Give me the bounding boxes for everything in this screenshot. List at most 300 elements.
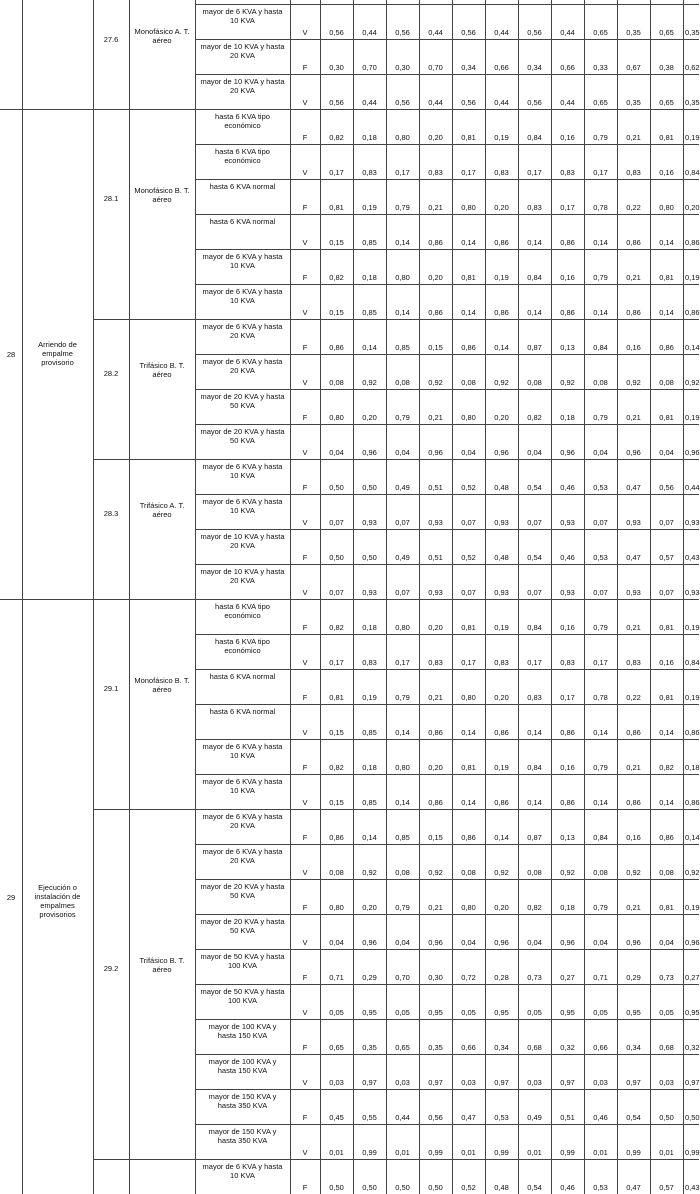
row-description: mayor de 10 KVA y hasta 20 KVA bbox=[200, 42, 285, 60]
row-value: 0,86 bbox=[560, 308, 575, 317]
row-value: 0,79 bbox=[593, 133, 608, 142]
row-value: 0,73 bbox=[659, 973, 674, 982]
row-value: 0,07 bbox=[527, 518, 542, 527]
sub-code: 29.2 bbox=[103, 964, 119, 973]
row-value: 0,92 bbox=[560, 378, 575, 387]
sub-code: 27.6 bbox=[103, 34, 119, 44]
row-value: 0,30 bbox=[428, 973, 443, 982]
row-value: 0,86 bbox=[659, 343, 674, 352]
row-value: 0,08 bbox=[461, 378, 476, 387]
row-value: 0,14 bbox=[395, 728, 410, 737]
row-description: mayor de 20 KVA y hasta 50 KVA bbox=[200, 882, 285, 900]
row-value: 0,65 bbox=[395, 1043, 410, 1052]
row-value: 0,99 bbox=[626, 1148, 641, 1157]
grid-line bbox=[195, 564, 699, 565]
row-value: 0,81 bbox=[461, 763, 476, 772]
row-value: 0,49 bbox=[395, 553, 410, 562]
row-value: 0,66 bbox=[560, 63, 575, 72]
row-value: 0,83 bbox=[626, 168, 641, 177]
row-value: 0,51 bbox=[428, 483, 443, 492]
row-description: mayor de 10 KVA y hasta 20 KVA bbox=[200, 77, 285, 95]
row-value: 0,17 bbox=[395, 658, 410, 667]
row-value: 0,52 bbox=[461, 553, 476, 562]
row-value: 0,04 bbox=[461, 938, 476, 947]
row-description: mayor de 6 KVA y hasta 10 KVA bbox=[202, 287, 283, 305]
grid-line bbox=[195, 1054, 699, 1055]
row-value: 0,14 bbox=[461, 238, 476, 247]
sub-label: Monofásico B. T. aéreo bbox=[134, 676, 190, 694]
row-value: 0,51 bbox=[428, 553, 443, 562]
row-value: 0,14 bbox=[685, 833, 700, 842]
row-type: F bbox=[302, 623, 308, 632]
row-value: 0,71 bbox=[593, 973, 608, 982]
row-value: 0,05 bbox=[593, 1008, 608, 1017]
row-value: 0,85 bbox=[362, 728, 377, 737]
grid-line bbox=[195, 984, 699, 985]
row-value: 0,93 bbox=[685, 588, 700, 597]
row-value: 0,04 bbox=[395, 938, 410, 947]
row-value: 0,96 bbox=[494, 938, 509, 947]
row-value: 0,14 bbox=[593, 728, 608, 737]
row-value: 0,55 bbox=[362, 1113, 377, 1122]
row-value: 0,17 bbox=[329, 658, 344, 667]
row-value: 0,15 bbox=[329, 728, 344, 737]
row-type: F bbox=[302, 1043, 308, 1052]
row-value: 0,07 bbox=[329, 588, 344, 597]
row-value: 0,79 bbox=[593, 413, 608, 422]
row-value: 0,18 bbox=[362, 273, 377, 282]
row-value: 0,01 bbox=[527, 1148, 542, 1157]
grid-line bbox=[584, 0, 585, 1194]
grid-line bbox=[195, 1019, 699, 1020]
row-value: 0,48 bbox=[494, 1183, 509, 1192]
row-value: 0,21 bbox=[428, 693, 443, 702]
row-type: V bbox=[302, 1078, 308, 1087]
row-value: 0,18 bbox=[560, 413, 575, 422]
grid-line bbox=[195, 39, 699, 40]
sub-code: 28.3 bbox=[103, 509, 119, 518]
row-value: 0,86 bbox=[428, 238, 443, 247]
row-value: 0,14 bbox=[461, 728, 476, 737]
row-value: 0,14 bbox=[593, 238, 608, 247]
row-value: 0,04 bbox=[461, 448, 476, 457]
row-value: 0,83 bbox=[626, 658, 641, 667]
row-value: 0,46 bbox=[560, 483, 575, 492]
row-value: 0,96 bbox=[560, 938, 575, 947]
row-value: 0,87 bbox=[527, 833, 542, 842]
row-value: 0,96 bbox=[362, 938, 377, 947]
grid-line bbox=[551, 0, 552, 1194]
row-value: 0,33 bbox=[593, 63, 608, 72]
row-value: 0,17 bbox=[527, 658, 542, 667]
row-value: 0,04 bbox=[395, 448, 410, 457]
row-value: 0,54 bbox=[527, 1183, 542, 1192]
row-value: 0,87 bbox=[527, 343, 542, 352]
row-value: 0,93 bbox=[494, 588, 509, 597]
row-value: 0,86 bbox=[685, 238, 700, 247]
row-type: V bbox=[302, 868, 308, 877]
row-value: 0,83 bbox=[527, 693, 542, 702]
row-value: 0,99 bbox=[362, 1148, 377, 1157]
row-value: 0,04 bbox=[659, 938, 674, 947]
row-value: 0,99 bbox=[428, 1148, 443, 1157]
row-value: 0,27 bbox=[685, 973, 700, 982]
row-value: 0,86 bbox=[329, 833, 344, 842]
row-value: 0,14 bbox=[685, 343, 700, 352]
row-value: 0,57 bbox=[659, 1183, 674, 1192]
row-value: 0,21 bbox=[428, 413, 443, 422]
row-value: 0,96 bbox=[626, 938, 641, 947]
row-value: 0,16 bbox=[626, 833, 641, 842]
row-value: 0,52 bbox=[461, 1183, 476, 1192]
row-value: 0,79 bbox=[593, 903, 608, 912]
row-value: 0,86 bbox=[428, 798, 443, 807]
row-value: 0,99 bbox=[560, 1148, 575, 1157]
row-value: 0,20 bbox=[685, 203, 700, 212]
row-value: 0,80 bbox=[395, 273, 410, 282]
row-value: 0,04 bbox=[659, 448, 674, 457]
row-value: 0,32 bbox=[685, 1043, 700, 1052]
row-value: 0,82 bbox=[329, 623, 344, 632]
sub-label: Monofásico B. T. aéreo bbox=[134, 186, 190, 204]
row-value: 0,19 bbox=[362, 203, 377, 212]
row-type: F bbox=[302, 203, 308, 212]
row-value: 0,86 bbox=[461, 833, 476, 842]
row-value: 0,95 bbox=[494, 1008, 509, 1017]
sub-code: 29.1 bbox=[103, 684, 119, 693]
row-type: V bbox=[302, 588, 308, 597]
row-type: V bbox=[302, 1008, 308, 1017]
row-value: 0,14 bbox=[527, 728, 542, 737]
grid-line bbox=[195, 774, 699, 775]
row-value: 0,14 bbox=[593, 798, 608, 807]
row-value: 0,93 bbox=[560, 518, 575, 527]
row-value: 0,56 bbox=[527, 98, 542, 107]
grid-line bbox=[195, 389, 699, 390]
row-value: 0,72 bbox=[461, 973, 476, 982]
row-value: 0,81 bbox=[659, 693, 674, 702]
row-value: 0,85 bbox=[362, 308, 377, 317]
row-value: 0,93 bbox=[362, 588, 377, 597]
row-value: 0,14 bbox=[362, 343, 377, 352]
row-value: 0,81 bbox=[659, 623, 674, 632]
row-value: 0,15 bbox=[329, 238, 344, 247]
row-value: 0,34 bbox=[527, 63, 542, 72]
grid-line bbox=[353, 0, 354, 1194]
row-value: 0,56 bbox=[461, 98, 476, 107]
row-value: 0,07 bbox=[659, 518, 674, 527]
row-type: F bbox=[302, 483, 308, 492]
row-value: 0,67 bbox=[626, 63, 641, 72]
row-value: 0,03 bbox=[329, 1078, 344, 1087]
row-value: 0,96 bbox=[685, 938, 700, 947]
row-value: 0,20 bbox=[428, 623, 443, 632]
row-value: 0,47 bbox=[626, 1183, 641, 1192]
row-value: 0,18 bbox=[560, 903, 575, 912]
group-number: 29 bbox=[6, 892, 16, 902]
row-value: 0,56 bbox=[329, 28, 344, 37]
row-type: V bbox=[302, 98, 308, 107]
row-value: 0,30 bbox=[329, 63, 344, 72]
row-value: 0,82 bbox=[329, 763, 344, 772]
row-value: 0,84 bbox=[685, 168, 700, 177]
row-type: F bbox=[302, 903, 308, 912]
grid-line bbox=[290, 0, 291, 1194]
row-value: 0,15 bbox=[329, 798, 344, 807]
row-type: F bbox=[302, 833, 308, 842]
row-value: 0,65 bbox=[329, 1043, 344, 1052]
row-value: 0,29 bbox=[626, 973, 641, 982]
row-type: F bbox=[302, 343, 308, 352]
row-description: hasta 6 KVA normal bbox=[209, 707, 276, 716]
row-value: 0,20 bbox=[428, 133, 443, 142]
row-value: 0,50 bbox=[362, 483, 377, 492]
row-description: mayor de 6 KVA y hasta 20 KVA bbox=[202, 357, 283, 375]
row-value: 0,82 bbox=[329, 273, 344, 282]
row-value: 0,17 bbox=[527, 168, 542, 177]
row-value: 0,14 bbox=[593, 308, 608, 317]
row-value: 0,97 bbox=[362, 1078, 377, 1087]
grid-line bbox=[0, 599, 699, 600]
row-value: 0,15 bbox=[428, 343, 443, 352]
grid-line bbox=[518, 0, 519, 1194]
row-value: 0,86 bbox=[494, 238, 509, 247]
row-value: 0,92 bbox=[560, 868, 575, 877]
row-value: 0,16 bbox=[560, 133, 575, 142]
row-value: 0,81 bbox=[659, 273, 674, 282]
row-value: 0,50 bbox=[362, 1183, 377, 1192]
row-value: 0,14 bbox=[395, 308, 410, 317]
row-value: 0,45 bbox=[329, 1113, 344, 1122]
row-description: hasta 6 KVA tipo económico bbox=[215, 147, 270, 165]
grid-line bbox=[617, 0, 618, 1194]
row-value: 0,44 bbox=[428, 98, 443, 107]
row-value: 0,35 bbox=[685, 98, 700, 107]
row-value: 0,56 bbox=[428, 1113, 443, 1122]
row-value: 0,46 bbox=[560, 1183, 575, 1192]
row-type: V bbox=[302, 658, 308, 667]
group-number: 28 bbox=[6, 350, 16, 359]
row-value: 0,21 bbox=[626, 623, 641, 632]
row-description: mayor de 50 KVA y hasta 100 KVA bbox=[200, 987, 285, 1005]
row-value: 0,44 bbox=[494, 98, 509, 107]
grid-line bbox=[195, 669, 699, 670]
row-value: 0,04 bbox=[329, 938, 344, 947]
grid-line bbox=[195, 144, 699, 145]
row-value: 0,80 bbox=[395, 763, 410, 772]
row-value: 0,08 bbox=[329, 868, 344, 877]
row-value: 0,80 bbox=[461, 693, 476, 702]
row-description: hasta 6 KVA tipo económico bbox=[215, 112, 270, 130]
row-value: 0,86 bbox=[560, 798, 575, 807]
row-value: 0,20 bbox=[494, 693, 509, 702]
row-description: mayor de 6 KVA y hasta 10 KVA bbox=[202, 7, 283, 25]
row-type: V bbox=[302, 1148, 308, 1157]
row-value: 0,81 bbox=[461, 273, 476, 282]
row-value: 0,17 bbox=[593, 168, 608, 177]
row-value: 0,86 bbox=[626, 728, 641, 737]
row-value: 0,83 bbox=[362, 168, 377, 177]
row-type: V bbox=[302, 168, 308, 177]
row-value: 0,21 bbox=[626, 903, 641, 912]
row-value: 0,93 bbox=[428, 588, 443, 597]
row-description: mayor de 6 KVA y hasta 10 KVA bbox=[202, 1162, 283, 1180]
row-value: 0,14 bbox=[659, 728, 674, 737]
row-value: 0,83 bbox=[560, 658, 575, 667]
row-value: 0,35 bbox=[626, 28, 641, 37]
row-description: mayor de 100 KVA y hasta 150 KVA bbox=[208, 1057, 277, 1075]
row-value: 0,07 bbox=[461, 588, 476, 597]
row-value: 0,86 bbox=[494, 308, 509, 317]
row-type: F bbox=[302, 973, 308, 982]
row-description: mayor de 6 KVA y hasta 20 KVA bbox=[202, 322, 283, 340]
row-value: 0,86 bbox=[626, 308, 641, 317]
row-value: 0,86 bbox=[428, 728, 443, 737]
row-value: 0,05 bbox=[659, 1008, 674, 1017]
row-value: 0,16 bbox=[560, 273, 575, 282]
row-value: 0,81 bbox=[659, 413, 674, 422]
row-description: mayor de 150 KVA y hasta 350 KVA bbox=[208, 1092, 277, 1110]
grid-line bbox=[129, 0, 130, 1194]
row-value: 0,22 bbox=[626, 203, 641, 212]
row-type: V bbox=[302, 378, 308, 387]
row-value: 0,92 bbox=[428, 378, 443, 387]
row-value: 0,96 bbox=[428, 938, 443, 947]
row-description: mayor de 6 KVA y hasta 20 KVA bbox=[202, 812, 283, 830]
row-type: V bbox=[302, 938, 308, 947]
row-value: 0,50 bbox=[329, 1183, 344, 1192]
row-value: 0,18 bbox=[362, 763, 377, 772]
row-value: 0,92 bbox=[626, 378, 641, 387]
row-value: 0,35 bbox=[428, 1043, 443, 1052]
row-value: 0,86 bbox=[685, 798, 700, 807]
row-value: 0,79 bbox=[395, 413, 410, 422]
row-value: 0,14 bbox=[461, 798, 476, 807]
row-value: 0,97 bbox=[428, 1078, 443, 1087]
row-value: 0,80 bbox=[395, 133, 410, 142]
grid-line bbox=[195, 1124, 699, 1125]
row-value: 0,82 bbox=[527, 903, 542, 912]
row-value: 0,92 bbox=[428, 868, 443, 877]
row-value: 0,08 bbox=[659, 378, 674, 387]
grid-line bbox=[93, 809, 699, 810]
row-type: F bbox=[302, 133, 308, 142]
row-value: 0,70 bbox=[428, 63, 443, 72]
row-value: 0,19 bbox=[494, 273, 509, 282]
row-value: 0,48 bbox=[494, 483, 509, 492]
row-value: 0,08 bbox=[329, 378, 344, 387]
row-value: 0,47 bbox=[626, 483, 641, 492]
row-value: 0,85 bbox=[395, 343, 410, 352]
row-value: 0,95 bbox=[362, 1008, 377, 1017]
row-value: 0,47 bbox=[626, 553, 641, 562]
row-value: 0,48 bbox=[494, 553, 509, 562]
row-value: 0,53 bbox=[593, 483, 608, 492]
row-value: 0,17 bbox=[329, 168, 344, 177]
row-description: mayor de 150 KVA y hasta 350 KVA bbox=[208, 1127, 277, 1145]
row-value: 0,19 bbox=[685, 693, 700, 702]
grid-line bbox=[93, 459, 699, 460]
row-value: 0,83 bbox=[362, 658, 377, 667]
row-value: 0,92 bbox=[362, 378, 377, 387]
sub-label: Monofásico A. T. aéreo bbox=[134, 26, 190, 45]
row-value: 0,97 bbox=[560, 1078, 575, 1087]
row-value: 0,86 bbox=[560, 238, 575, 247]
row-value: 0,93 bbox=[560, 588, 575, 597]
row-description: mayor de 6 KVA y hasta 10 KVA bbox=[202, 462, 283, 480]
row-value: 0,16 bbox=[659, 658, 674, 667]
row-value: 0,54 bbox=[527, 483, 542, 492]
row-value: 0,21 bbox=[626, 413, 641, 422]
row-value: 0,50 bbox=[395, 1183, 410, 1192]
row-value: 0,08 bbox=[527, 378, 542, 387]
row-value: 0,82 bbox=[329, 133, 344, 142]
row-value: 0,14 bbox=[527, 798, 542, 807]
grid-line bbox=[195, 914, 699, 915]
row-type: F bbox=[302, 1113, 308, 1122]
row-value: 0,56 bbox=[527, 28, 542, 37]
row-description: hasta 6 KVA normal bbox=[209, 672, 276, 681]
row-value: 0,96 bbox=[428, 448, 443, 457]
row-value: 0,44 bbox=[362, 98, 377, 107]
grid-line bbox=[195, 949, 699, 950]
row-value: 0,14 bbox=[659, 308, 674, 317]
row-value: 0,84 bbox=[527, 273, 542, 282]
row-description: mayor de 10 KVA y hasta 20 KVA bbox=[200, 532, 285, 550]
group-description: Ejecución o instalación de empalmes provisorios bbox=[34, 882, 81, 919]
row-value: 0,85 bbox=[362, 238, 377, 247]
row-value: 0,01 bbox=[329, 1148, 344, 1157]
row-value: 0,35 bbox=[362, 1043, 377, 1052]
row-value: 0,81 bbox=[659, 133, 674, 142]
row-value: 0,18 bbox=[362, 133, 377, 142]
row-type: V bbox=[302, 518, 308, 527]
row-value: 0,81 bbox=[329, 693, 344, 702]
row-value: 0,71 bbox=[329, 973, 344, 982]
row-type: V bbox=[302, 448, 308, 457]
row-value: 0,14 bbox=[494, 343, 509, 352]
row-value: 0,49 bbox=[527, 1113, 542, 1122]
row-value: 0,54 bbox=[626, 1113, 641, 1122]
row-value: 0,86 bbox=[560, 728, 575, 737]
row-description: mayor de 6 KVA y hasta 20 KVA bbox=[202, 847, 283, 865]
grid-line bbox=[195, 634, 699, 635]
row-value: 0,53 bbox=[593, 553, 608, 562]
row-value: 0,70 bbox=[395, 973, 410, 982]
row-value: 0,81 bbox=[461, 133, 476, 142]
row-type: V bbox=[302, 728, 308, 737]
row-value: 0,96 bbox=[560, 448, 575, 457]
row-type: V bbox=[302, 308, 308, 317]
row-value: 0,93 bbox=[626, 518, 641, 527]
row-value: 0,16 bbox=[659, 168, 674, 177]
row-description: mayor de 6 KVA y hasta 10 KVA bbox=[202, 497, 283, 515]
row-value: 0,32 bbox=[560, 1043, 575, 1052]
row-value: 0,79 bbox=[593, 623, 608, 632]
sub-code: 28.2 bbox=[103, 369, 119, 378]
row-value: 0,17 bbox=[593, 658, 608, 667]
row-value: 0,03 bbox=[659, 1078, 674, 1087]
row-value: 0,82 bbox=[659, 763, 674, 772]
row-value: 0,17 bbox=[461, 168, 476, 177]
row-value: 0,92 bbox=[626, 868, 641, 877]
row-value: 0,17 bbox=[560, 203, 575, 212]
row-value: 0,86 bbox=[659, 833, 674, 842]
grid-line bbox=[195, 494, 699, 495]
row-value: 0,80 bbox=[461, 413, 476, 422]
row-value: 0,18 bbox=[685, 763, 700, 772]
row-value: 0,92 bbox=[685, 868, 700, 877]
